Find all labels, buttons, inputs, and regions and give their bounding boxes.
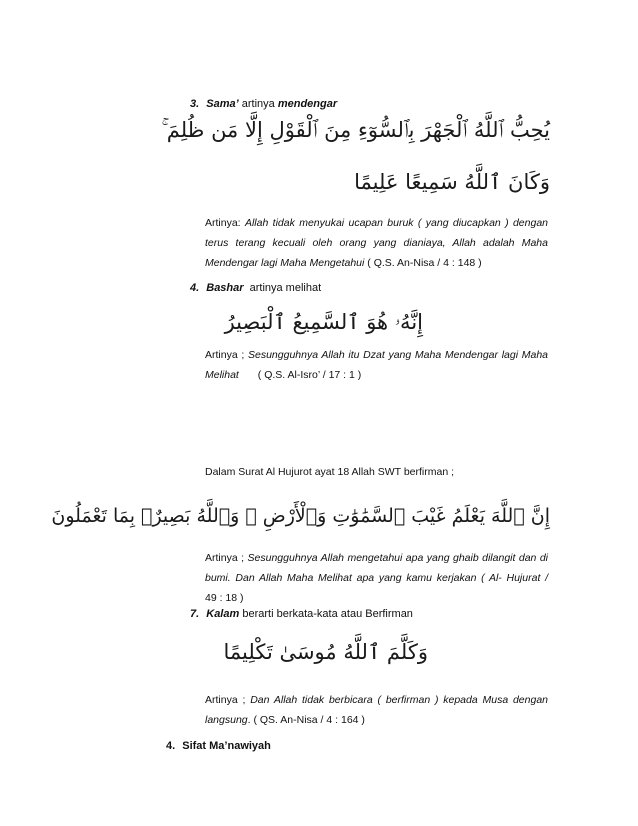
item4-heading [190,282,321,294]
translation-text: Sesungguhnya Allah mengetahui apa yang ghaib dilangit dan di [247,552,549,564]
item3-translation-line2: terus terang kecuali oleh orang yang dianiaya, Allah adalah Maha [205,237,548,249]
item4-connector: artinya melihat [249,282,322,294]
item3-translation [205,213,548,273]
hujurot-translation-line3: 49 : 18 ) [205,592,244,604]
hujurot-intro: Dalam Surat Al Hujurot ayat 18 Allah SWT berfirman ; [205,466,454,478]
translation-prefix: Artinya ; [205,349,245,361]
section4-number: 4. [166,740,176,752]
translation-text: langsung [205,714,248,726]
item7-term: Kalam [206,608,240,620]
translation-text: Allah tidak menyukai ucapan buruk ( yang diucapkan ) dengan [244,217,548,229]
item7-translation-line2 [205,710,548,730]
section4-title: Sifat Ma’nawiyah [182,740,271,752]
translation-reference: . ( QS. An-Nisa / 4 : 164 ) [247,714,365,726]
item4-translation-line1 [205,345,548,365]
item3-connector: artinya [241,98,275,110]
item3-arabic-line2: وَكَانَ ٱللَّهُ سَمِيعًا عَلِيمًا [354,170,550,194]
translation-prefix: Artinya: [205,217,241,229]
translation-text: Melihat [205,369,239,381]
item7-translation [205,690,548,730]
item7-number: 7. [190,608,200,620]
item3-heading [190,98,337,110]
translation-reference: ( Q.S. Al-Isro’ / 17 : 1 ) [257,369,362,381]
item7-connector: berarti berkata-kata atau Berfirman [242,608,413,620]
translation-text: Dan Allah tidak berbicara ( berfirman ) kepada Musa dengan [250,694,548,706]
hujurot-translation-line2: bumi. Dan Allah Maha Melihat apa yang kamu kerjakan ( Al- Hujurat / [205,572,548,584]
item4-arabic: إِنَّهُۥ هُوَ ٱلسَّمِيعُ ٱلْبَصِيرُ [224,310,423,334]
item4-number: 4. [190,282,200,294]
translation-text: Mendengar lagi Maha Mengetahui [205,257,365,269]
item7-heading [190,608,413,620]
item3-number: 3. [190,98,200,110]
item3-translation-line3 [205,253,548,273]
translation-prefix: Artinya ; [205,552,245,564]
translation-text: Sesungguhnya Allah itu Dzat yang Maha Mendengar lagi Maha [248,349,549,361]
item3-translation-line1 [205,213,548,233]
hujurot-arabic: إِنَّ ٱللَّهَ يَعْلَمُ غَيْبَ ٱلسَّمَٰوَٰتِ وَٱلْأَرْضِ ۚ وَٱللَّهُ بَصِيرٌۢ بِمَا تَعْمَلُونَ [51,505,550,527]
item7-translation-line1 [205,690,548,710]
hujurot-translation [205,548,548,608]
section4-heading [166,740,271,752]
translation-reference: ( Q.S. An-Nisa / 4 : 148 ) [367,257,482,269]
item4-translation-line2 [205,365,548,385]
item3-term: Sama’ [206,98,239,110]
translation-prefix: Artinya ; [205,694,246,706]
item4-translation [205,345,548,385]
item3-meaning: mendengar [277,98,338,110]
hujurot-translation-line1 [205,548,548,568]
item7-arabic: وَكَلَّمَ ٱللَّهُ مُوسَىٰ تَكْلِيمًا [223,640,428,664]
item4-term: Bashar [206,282,244,294]
item3-arabic-line1: يُحِبُّ ٱللَّهُ ٱلْجَهْرَ بِٱلسُّوٓءِ مِنَ ٱلْقَوْلِ إِلَّا مَن ظُلِمَ ۚ [161,118,550,142]
